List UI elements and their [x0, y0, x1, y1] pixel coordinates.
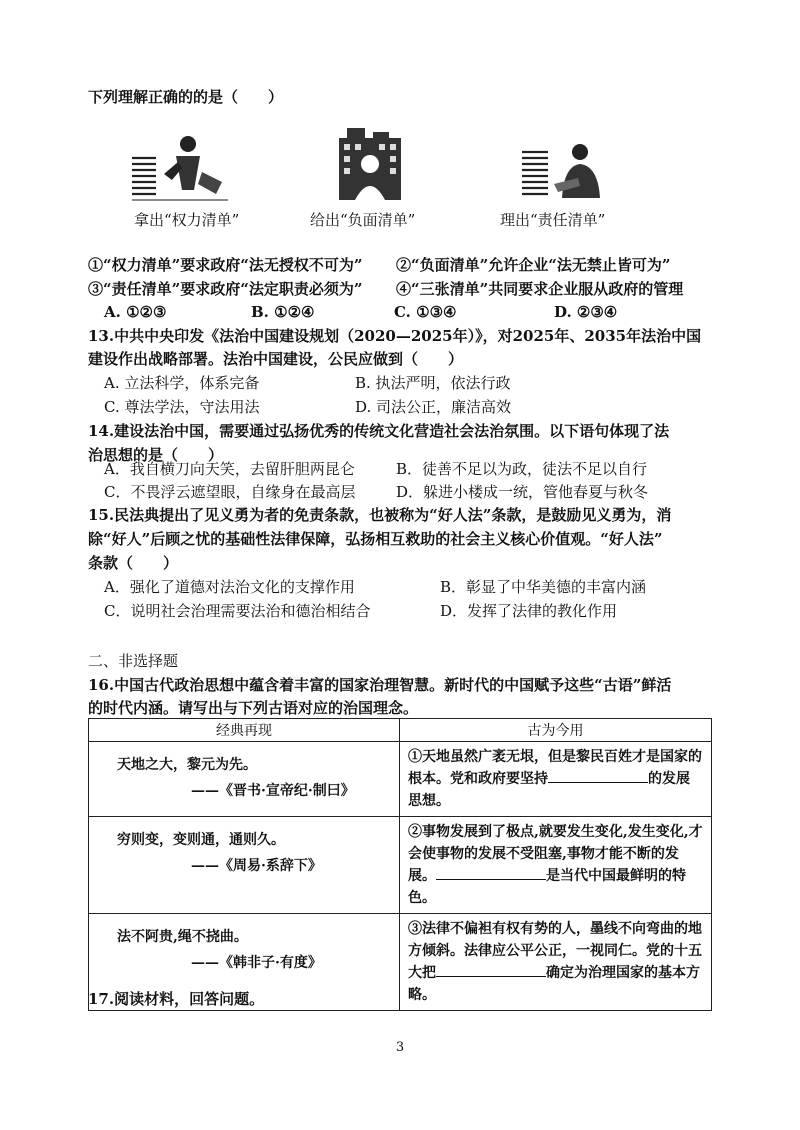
- q12-statement-1: ①“权力清单”要求政府“法无授权不可为”: [88, 256, 363, 274]
- q14-stem-line1: 14.建设法治中国，需要通过弘扬优秀的传统文化营造社会法治氛围。以下语句体现了法: [88, 422, 670, 440]
- q12-option-d: D. ②③④: [554, 303, 618, 321]
- q14-option-a: A．我自横刀向天笑，去留肝胆两昆仑: [104, 460, 355, 478]
- caption-power-list: 拿出“权力清单”: [134, 211, 240, 229]
- classic-source: ——《晋书·宣帝纪·制曰》: [191, 783, 355, 799]
- q15-stem-line2: 除“好人”后顾之忧的基础性法律保障，弘扬相互救助的社会主义核心价值观。“好人法”: [88, 530, 663, 548]
- table-row: [89, 817, 712, 914]
- caption-responsibility-list: 理出“责任清单”: [500, 211, 606, 229]
- q15-option-a: A．强化了道德对法治文化的支撑作用: [104, 578, 355, 596]
- classic-quote: 法不阿贵,绳不挠曲。: [117, 929, 248, 945]
- modern-meaning-cell: ①天地虽然广袤无垠，但是黎民百姓才是国家的根本。党和政府要坚持 的发展思想。: [400, 742, 712, 817]
- q14-option-c: C．不畏浮云遮望眼，自缘身在最高层: [104, 483, 356, 501]
- q12-option-c: C. ①③④: [394, 303, 457, 321]
- q12-statement-3: ③“责任清单”要求政府“法定职责必须为”: [88, 280, 363, 298]
- q13-option-a: A. 立法科学，体系完备: [104, 374, 260, 392]
- table-header-classics: 经典再现: [89, 719, 400, 742]
- q12-option-b: B. ①②④: [251, 303, 315, 321]
- answer-blank[interactable]: [548, 768, 648, 783]
- classic-quote: 穷则变，变则通，通则久。: [117, 832, 285, 848]
- answer-blank[interactable]: [436, 962, 546, 977]
- classic-source: ——《周易·系辞下》: [191, 858, 322, 874]
- q13-stem-line1: 13.中共中央印发《法治中国建设规划（2020—2025年）》，对2025年、2035年法治中国: [88, 327, 702, 345]
- classic-quote-cell: [89, 817, 400, 914]
- q14-option-b: B．徒善不足以为政，徒法不足以自行: [396, 460, 648, 478]
- q12-statement-2: ②“负面清单”允许企业“法无禁止皆可为”: [396, 256, 671, 274]
- q13-option-d: D. 司法公正，廉洁高效: [355, 398, 512, 416]
- caption-negative-list: 给出“负面清单”: [310, 211, 416, 229]
- modern-meaning-cell: ②事物发展到了极点,就要发生变化,发生变化,才会使事物的发展不受阻塞,事物才能不断的发展。 是当代中国最鲜明的特色。: [400, 817, 712, 914]
- q12-statement-4: ④“三张清单”共同要求企业服从政府的管理: [396, 280, 684, 298]
- answer-blank[interactable]: [436, 865, 546, 880]
- q13-stem-line2: 建设作出战略部署。法治中国建设，公民应做到（ ）: [88, 350, 464, 368]
- negative-list-illustration: [335, 128, 405, 206]
- q14-stem-line2: 治思想的是（ ）: [88, 446, 224, 464]
- classic-quote: 天地之大，黎元为先。: [117, 757, 257, 773]
- q16-stem-line1: 16.中国古代政治思想中蕴含着丰富的国家治理智慧。新时代的中国赋予这些“古语”鲜活: [88, 676, 672, 694]
- classic-source: ——《韩非子·有度》: [191, 955, 322, 971]
- classic-quote-cell: [89, 742, 400, 817]
- table-header-row: [89, 719, 712, 742]
- q13-option-b: B. 执法严明，依法行政: [355, 374, 511, 392]
- q15-option-d: D．发挥了法律的教化作用: [440, 602, 618, 620]
- section-heading: 二、非选择题: [88, 652, 179, 670]
- q12-stem: 下列理解正确的的是（ ）: [88, 88, 284, 106]
- q15-option-b: B．彰显了中华美德的丰富内涵: [440, 578, 647, 596]
- q15-option-c: C．说明社会治理需要法治和德治相结合: [104, 602, 371, 620]
- table-header-modern: 古为今用: [400, 719, 712, 742]
- responsibility-list-illustration: [518, 128, 606, 206]
- power-list-illustration: [128, 128, 232, 206]
- page-number: 3: [395, 1040, 405, 1055]
- q16-stem-line2: 的时代内涵。请写出与下列古语对应的治国理念。: [88, 699, 419, 717]
- q15-stem-line3: 条款（ ）: [88, 554, 179, 572]
- q13-option-c: C. 尊法学法，守法用法: [104, 398, 260, 416]
- q12-option-a: A. ①②③: [104, 303, 167, 321]
- q15-stem-line1: 15.民法典提出了见义勇为者的免责条款，也被称为“好人法”条款，是鼓励见义勇为，消: [88, 506, 672, 524]
- modern-meaning-cell: ③法律不偏袒有权有势的人，墨线不向弯曲的地方倾斜。法律应公平公正，一视同仁。党的十五大把 确定为治理国家的基本方略。: [400, 914, 712, 1011]
- q14-option-d: D．躲进小楼成一统，管他春夏与秋冬: [396, 483, 649, 501]
- classics-table: [88, 718, 712, 1011]
- table-row: [89, 742, 712, 817]
- q17-stem: 17.阅读材料，回答问题。: [88, 990, 265, 1008]
